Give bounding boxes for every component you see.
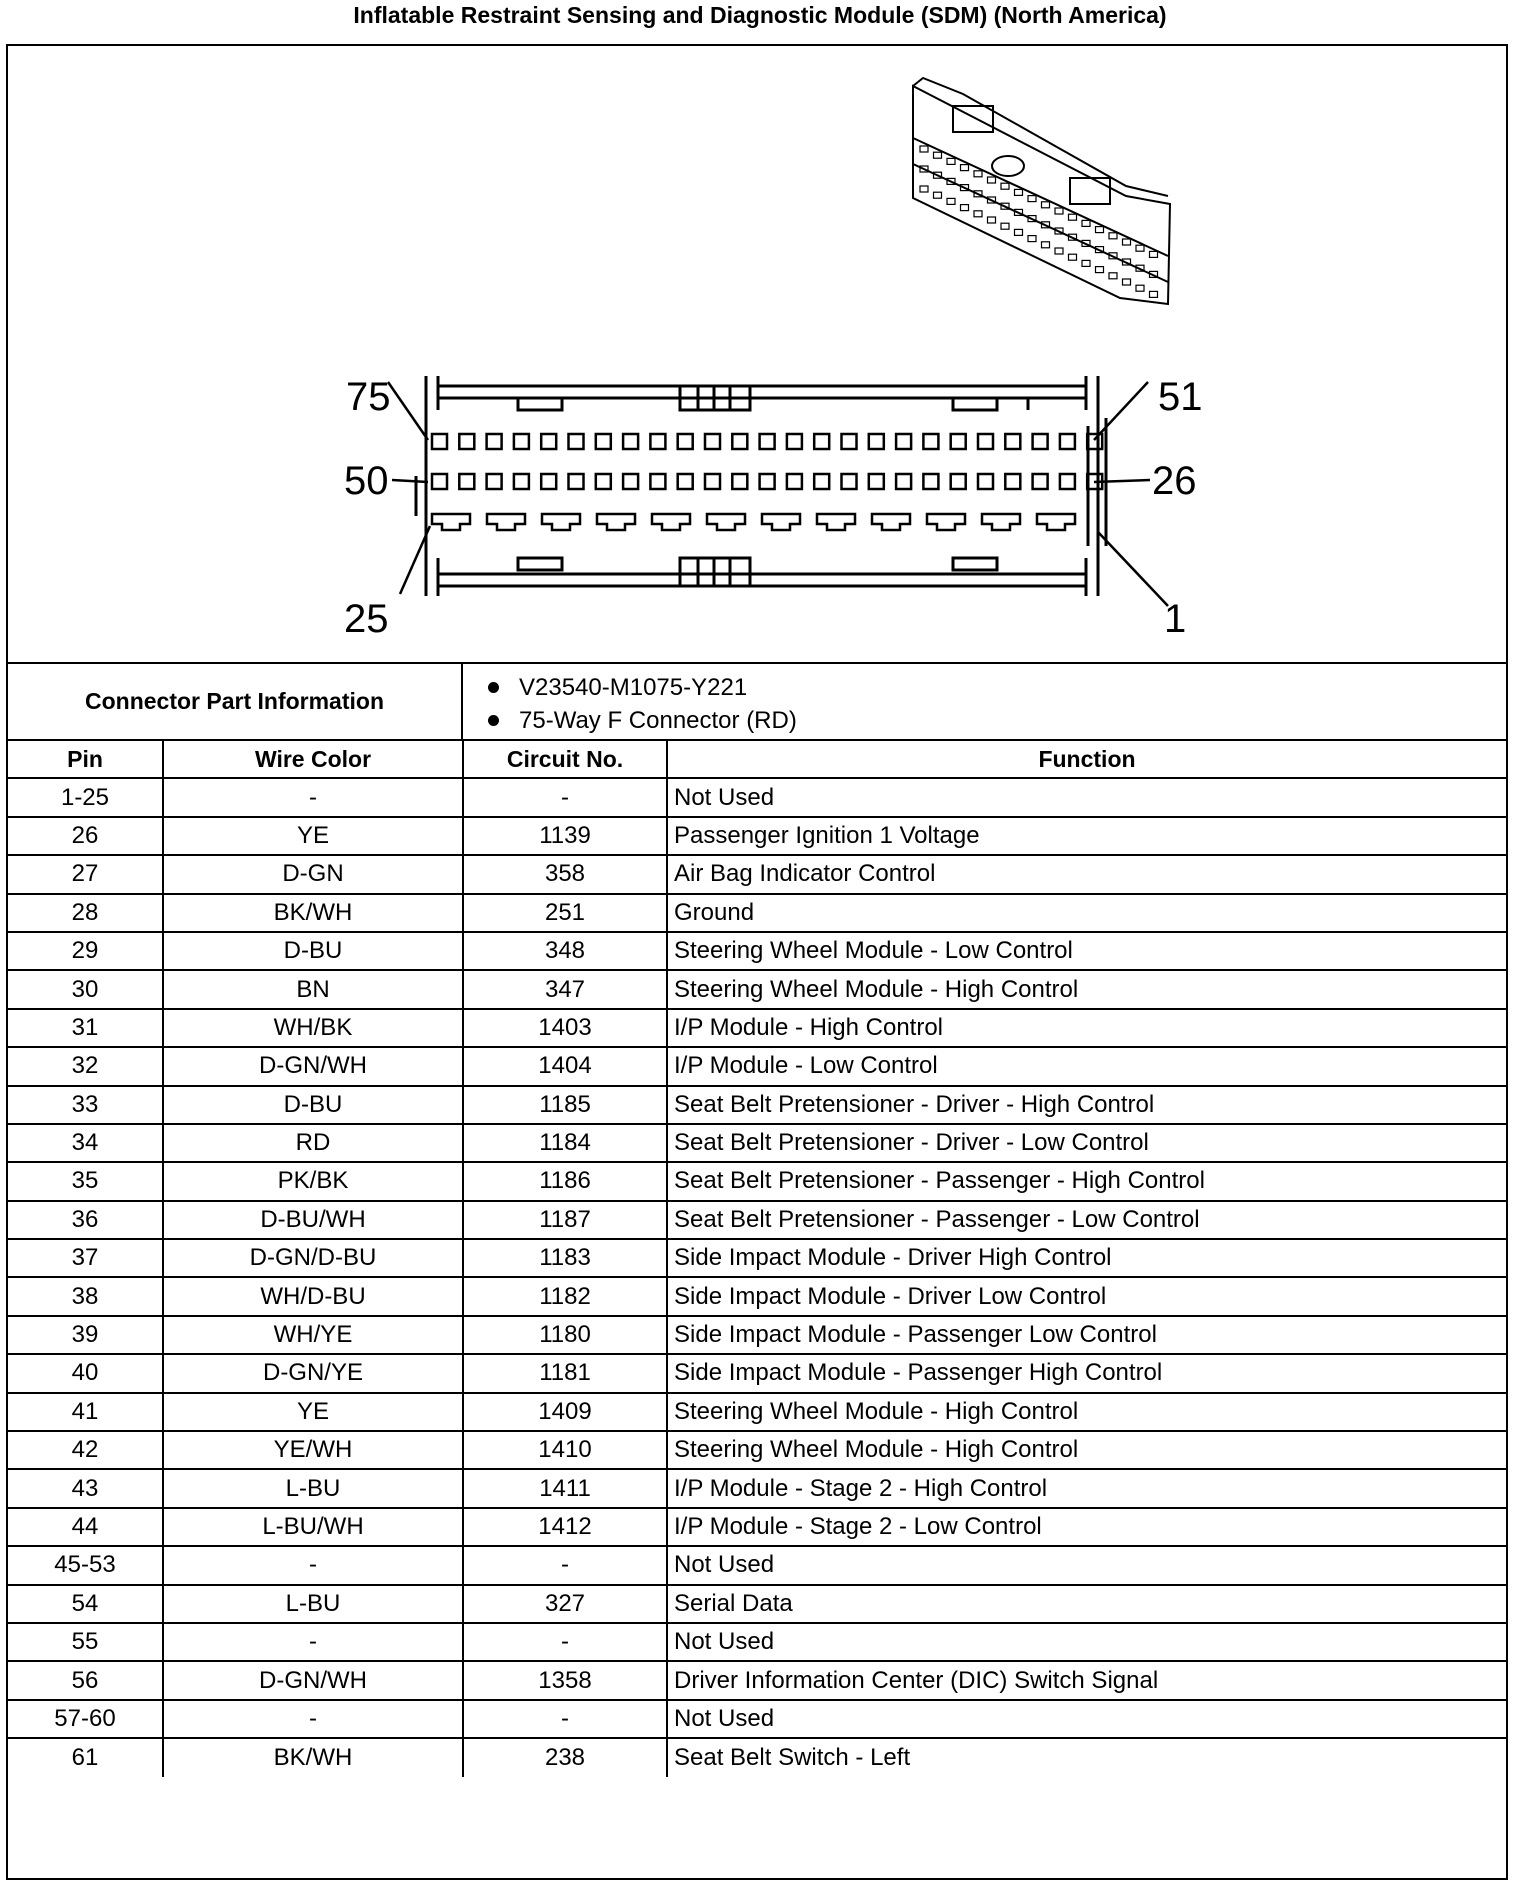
table-row xyxy=(8,1009,1506,1047)
iso-pin-cavity xyxy=(934,192,942,198)
table-row xyxy=(8,1162,1506,1200)
function-cell: Air Bag Indicator Control xyxy=(667,855,1506,893)
pin-cavity xyxy=(623,434,638,449)
function-cell: Not Used xyxy=(667,778,1506,816)
terminal-cavity xyxy=(652,514,690,530)
pin-cell: 39 xyxy=(8,1316,163,1354)
iso-pin-cavity xyxy=(1096,227,1104,233)
table-header-row xyxy=(8,740,1506,778)
pin-cavity xyxy=(842,434,857,449)
circuit-cell: - xyxy=(463,778,667,816)
function-cell: Steering Wheel Module - Low Control xyxy=(667,932,1506,970)
pin-cavity xyxy=(569,474,584,489)
circuit-cell: 327 xyxy=(463,1585,667,1623)
pin-cell: 45-53 xyxy=(8,1546,163,1584)
function-cell: Passenger Ignition 1 Voltage xyxy=(667,817,1506,855)
function-cell: Driver Information Center (DIC) Switch Signal xyxy=(667,1661,1506,1699)
pin-cell: 26 xyxy=(8,817,163,855)
table-row xyxy=(8,970,1506,1008)
function-cell: I/P Module - Low Control xyxy=(667,1047,1506,1085)
pin-cell: 37 xyxy=(8,1239,163,1277)
pin-cavity xyxy=(705,434,720,449)
pinout-table xyxy=(8,739,1506,1777)
pin-cavity xyxy=(978,474,993,489)
wire-color-cell: L-BU/WH xyxy=(163,1508,463,1546)
terminal-cavity xyxy=(762,514,800,530)
table-row xyxy=(8,1047,1506,1085)
function-cell: Ground xyxy=(667,894,1506,932)
pin-cell: 57-60 xyxy=(8,1700,163,1738)
connector-face xyxy=(416,376,1106,596)
pin-cavity xyxy=(678,434,693,449)
wire-color-cell: BK/WH xyxy=(163,1738,463,1776)
circuit-cell: 347 xyxy=(463,970,667,1008)
wire-color-cell: L-BU xyxy=(163,1585,463,1623)
pin-cell: 28 xyxy=(8,894,163,932)
wire-color-cell: D-GN/WH xyxy=(163,1661,463,1699)
part-number: V23540-M1075-Y221 xyxy=(519,674,748,701)
iso-pin-cavity xyxy=(1042,202,1050,208)
bullet-icon xyxy=(488,682,499,693)
wire-color-cell: - xyxy=(163,778,463,816)
circuit-cell: 238 xyxy=(463,1738,667,1776)
table-row xyxy=(8,1201,1506,1239)
pin-cavity xyxy=(569,434,584,449)
pin-cavity xyxy=(432,474,447,489)
function-cell: Not Used xyxy=(667,1546,1506,1584)
terminal-cavity xyxy=(1037,514,1075,530)
iso-pin-cavity xyxy=(1109,273,1117,279)
header-function: Function xyxy=(667,740,1506,778)
table-row xyxy=(8,1469,1506,1507)
circuit-cell: - xyxy=(463,1546,667,1584)
pin-cavity xyxy=(705,474,720,489)
pin-cavity xyxy=(869,474,884,489)
pin-cavity xyxy=(732,474,747,489)
pin-cavity xyxy=(869,434,884,449)
iso-pin-cavity xyxy=(1069,254,1077,260)
iso-pin-cavity xyxy=(988,217,996,223)
wire-color-cell: PK/BK xyxy=(163,1162,463,1200)
part-info-item xyxy=(488,671,797,704)
function-cell: I/P Module - Stage 2 - Low Control xyxy=(667,1508,1506,1546)
pin-cavity xyxy=(1060,474,1075,489)
function-cell: Steering Wheel Module - High Control xyxy=(667,1393,1506,1431)
connector-diagram xyxy=(8,46,1506,662)
pin-cavity xyxy=(432,434,447,449)
header-pin: Pin xyxy=(8,740,163,778)
circuit-cell: 1410 xyxy=(463,1431,667,1469)
pin-cell: 1-25 xyxy=(8,778,163,816)
wire-color-cell: D-GN/YE xyxy=(163,1354,463,1392)
bullet-icon xyxy=(488,715,499,726)
wire-color-cell: D-GN/WH xyxy=(163,1047,463,1085)
pin-cell: 42 xyxy=(8,1431,163,1469)
table-row xyxy=(8,1738,1506,1776)
pin-cell: 61 xyxy=(8,1738,163,1776)
iso-pin-cavity xyxy=(1001,223,1009,229)
document-frame xyxy=(6,44,1508,1880)
terminal-cavity xyxy=(982,514,1020,530)
pin-cavity xyxy=(923,474,938,489)
table-row xyxy=(8,1508,1506,1546)
iso-pin-cavity xyxy=(961,205,969,211)
pin-cavity xyxy=(459,474,474,489)
wire-color-cell: BN xyxy=(163,970,463,1008)
circuit-cell: 1403 xyxy=(463,1009,667,1047)
pin-cavity xyxy=(650,434,665,449)
pin-cell: 44 xyxy=(8,1508,163,1546)
iso-pin-cavity xyxy=(1042,242,1050,248)
pin-cavity xyxy=(650,474,665,489)
function-cell: Seat Belt Pretensioner - Passenger - Low Control xyxy=(667,1201,1506,1239)
iso-pin-cavity xyxy=(920,186,928,192)
circuit-cell: 1358 xyxy=(463,1661,667,1699)
table-row xyxy=(8,1124,1506,1162)
wire-color-cell: YE/WH xyxy=(163,1431,463,1469)
pin-cavity xyxy=(596,474,611,489)
pin-cell: 36 xyxy=(8,1201,163,1239)
pin-cavity xyxy=(487,434,502,449)
table-row xyxy=(8,1393,1506,1431)
pin-cavity xyxy=(978,434,993,449)
iso-pin-cavity xyxy=(1015,229,1023,235)
wire-color-cell: D-BU xyxy=(163,932,463,970)
iso-pin-cavity xyxy=(1109,233,1117,239)
pin-cavity xyxy=(732,434,747,449)
pin-cell: 31 xyxy=(8,1009,163,1047)
wire-color-cell: - xyxy=(163,1546,463,1584)
function-cell: Seat Belt Pretensioner - Driver - Low Control xyxy=(667,1124,1506,1162)
wire-color-cell: YE xyxy=(163,1393,463,1431)
function-cell: Not Used xyxy=(667,1700,1506,1738)
pin-cavity xyxy=(923,434,938,449)
wire-color-cell: - xyxy=(163,1623,463,1661)
pin-cavity xyxy=(459,434,474,449)
table-row xyxy=(8,1277,1506,1315)
circuit-cell: - xyxy=(463,1700,667,1738)
circuit-cell: 1412 xyxy=(463,1508,667,1546)
pin-cell: 33 xyxy=(8,1086,163,1124)
function-cell: Serial Data xyxy=(667,1585,1506,1623)
terminal-cavity xyxy=(817,514,855,530)
pin-cavity xyxy=(951,434,966,449)
circuit-cell: 1404 xyxy=(463,1047,667,1085)
table-row xyxy=(8,817,1506,855)
pin-cell: 43 xyxy=(8,1469,163,1507)
iso-pin-cavity xyxy=(920,146,928,152)
iso-pin-cavity xyxy=(1123,279,1131,285)
iso-pin-cavity xyxy=(1015,189,1023,195)
circuit-cell: 348 xyxy=(463,932,667,970)
iso-pin-cavity xyxy=(1055,248,1063,254)
wire-color-cell: WH/BK xyxy=(163,1009,463,1047)
table-row xyxy=(8,1239,1506,1277)
iso-pin-cavity xyxy=(1082,220,1090,226)
pin-cavity xyxy=(1005,434,1020,449)
circuit-cell: 1411 xyxy=(463,1469,667,1507)
pin-cavity xyxy=(514,474,529,489)
header-circuit: Circuit No. xyxy=(463,740,667,778)
pin-cavity xyxy=(678,474,693,489)
connector-description: 75-Way F Connector (RD) xyxy=(519,707,797,734)
table-row xyxy=(8,1431,1506,1469)
table-row xyxy=(8,778,1506,816)
wire-color-cell: D-BU xyxy=(163,1086,463,1124)
pin-cell: 40 xyxy=(8,1354,163,1392)
pin-cell: 55 xyxy=(8,1623,163,1661)
terminal-cavity xyxy=(927,514,965,530)
function-cell: Side Impact Module - Passenger High Control xyxy=(667,1354,1506,1392)
pin-cavity xyxy=(896,434,911,449)
function-cell: Side Impact Module - Passenger Low Control xyxy=(667,1316,1506,1354)
iso-pin-cavity xyxy=(974,211,982,217)
pin-cavity xyxy=(842,474,857,489)
circuit-cell: 1180 xyxy=(463,1316,667,1354)
pin-label-50: 50 xyxy=(344,459,389,503)
pin-cavity xyxy=(541,434,556,449)
terminal-cavity xyxy=(872,514,910,530)
pin-cavity xyxy=(760,434,775,449)
pin-cavity xyxy=(514,434,529,449)
circuit-cell: 1139 xyxy=(463,817,667,855)
table-row xyxy=(8,1546,1506,1584)
table-row xyxy=(8,1585,1506,1623)
pin-cell: 56 xyxy=(8,1661,163,1699)
wire-color-cell: D-GN/D-BU xyxy=(163,1239,463,1277)
circuit-cell: 251 xyxy=(463,894,667,932)
table-row xyxy=(8,855,1506,893)
pin-cavity xyxy=(951,474,966,489)
wire-color-cell: RD xyxy=(163,1124,463,1162)
pin-cavity xyxy=(596,434,611,449)
wire-color-cell: YE xyxy=(163,817,463,855)
iso-pin-cavity xyxy=(1150,291,1158,297)
iso-pin-cavity xyxy=(961,165,969,171)
function-cell: Seat Belt Switch - Left xyxy=(667,1738,1506,1776)
function-cell: Steering Wheel Module - High Control xyxy=(667,970,1506,1008)
pin-leader-lines xyxy=(388,382,1168,606)
circuit-cell: 1187 xyxy=(463,1201,667,1239)
circuit-cell: 1181 xyxy=(463,1354,667,1392)
iso-pin-cavity xyxy=(1136,285,1144,291)
circuit-cell: 1409 xyxy=(463,1393,667,1431)
part-info-label: Connector Part Information xyxy=(8,664,463,739)
function-cell: Steering Wheel Module - High Control xyxy=(667,1431,1506,1469)
circuit-cell: 1183 xyxy=(463,1239,667,1277)
terminal-cavity xyxy=(432,514,470,530)
circuit-cell: 1185 xyxy=(463,1086,667,1124)
function-cell: Not Used xyxy=(667,1623,1506,1661)
pin-label-1: 1 xyxy=(1164,597,1187,641)
pin-cell: 30 xyxy=(8,970,163,1008)
table-row xyxy=(8,1623,1506,1661)
function-cell: I/P Module - Stage 2 - High Control xyxy=(667,1469,1506,1507)
wire-color-cell: BK/WH xyxy=(163,894,463,932)
part-info-item xyxy=(488,704,797,737)
pin-cavity xyxy=(896,474,911,489)
terminal-cavity xyxy=(542,514,580,530)
pin-cavity xyxy=(814,474,829,489)
wire-color-cell: L-BU xyxy=(163,1469,463,1507)
wire-color-cell: - xyxy=(163,1700,463,1738)
function-cell: I/P Module - High Control xyxy=(667,1009,1506,1047)
pin-cavity xyxy=(814,434,829,449)
iso-pin-cavity xyxy=(988,177,996,183)
iso-pin-cavity xyxy=(974,171,982,177)
table-row xyxy=(8,1316,1506,1354)
pin-label-25: 25 xyxy=(344,597,389,641)
wire-color-cell: D-BU/WH xyxy=(163,1201,463,1239)
pin-cavity xyxy=(541,474,556,489)
circuit-cell: - xyxy=(463,1623,667,1661)
iso-pin-cavity xyxy=(1028,196,1036,202)
connector-part-information xyxy=(8,662,1506,739)
iso-pin-cavity xyxy=(1069,214,1077,220)
header-wire-color: Wire Color xyxy=(163,740,463,778)
iso-pin-cavity xyxy=(1001,183,1009,189)
circuit-cell: 1186 xyxy=(463,1162,667,1200)
circuit-cell: 1182 xyxy=(463,1277,667,1315)
iso-pin-cavity xyxy=(934,152,942,158)
pin-label-75: 75 xyxy=(346,375,391,419)
pin-cavity xyxy=(787,474,802,489)
function-cell: Side Impact Module - Driver Low Control xyxy=(667,1277,1506,1315)
iso-pin-cavity xyxy=(1123,239,1131,245)
pin-cavity xyxy=(1005,474,1020,489)
pin-cell: 29 xyxy=(8,932,163,970)
pin-cavity xyxy=(1033,474,1048,489)
iso-pin-cavity xyxy=(1150,251,1158,257)
table-row xyxy=(8,1700,1506,1738)
pin-cell: 38 xyxy=(8,1277,163,1315)
iso-pin-cavity xyxy=(1082,260,1090,266)
pin-label-51: 51 xyxy=(1158,375,1203,419)
pin-cell: 27 xyxy=(8,855,163,893)
pin-cavity xyxy=(1060,434,1075,449)
table-row xyxy=(8,1661,1506,1699)
wire-color-cell: WH/YE xyxy=(163,1316,463,1354)
iso-pin-cavity xyxy=(947,198,955,204)
function-cell: Seat Belt Pretensioner - Driver - High Control xyxy=(667,1086,1506,1124)
iso-pin-cavity xyxy=(1028,236,1036,242)
pin-cavity xyxy=(787,434,802,449)
wire-color-cell: WH/D-BU xyxy=(163,1277,463,1315)
terminal-cavity xyxy=(487,514,525,530)
table-row xyxy=(8,894,1506,932)
function-cell: Side Impact Module - Driver High Control xyxy=(667,1239,1506,1277)
connector-face-drawing xyxy=(8,46,1506,662)
pin-cell: 54 xyxy=(8,1585,163,1623)
iso-pin-cavity xyxy=(1055,208,1063,214)
pin-cavity xyxy=(1033,434,1048,449)
pin-cavity xyxy=(487,474,502,489)
wire-color-cell: D-GN xyxy=(163,855,463,893)
pin-cavity xyxy=(760,474,775,489)
table-row xyxy=(8,1086,1506,1124)
pin-cavity xyxy=(623,474,638,489)
circuit-cell: 358 xyxy=(463,855,667,893)
circuit-cell: 1184 xyxy=(463,1124,667,1162)
table-row xyxy=(8,1354,1506,1392)
page-title: Inflatable Restraint Sensing and Diagnostic Module (SDM) (North America) xyxy=(353,2,1167,28)
terminal-cavity xyxy=(597,514,635,530)
iso-pin-cavity xyxy=(1096,267,1104,273)
table-row xyxy=(8,932,1506,970)
pin-cell: 34 xyxy=(8,1124,163,1162)
function-cell: Seat Belt Pretensioner - Passenger - High Control xyxy=(667,1162,1506,1200)
terminal-cavity xyxy=(707,514,745,530)
pin-cell: 32 xyxy=(8,1047,163,1085)
pin-cell: 35 xyxy=(8,1162,163,1200)
pin-cell: 41 xyxy=(8,1393,163,1431)
pin-label-26: 26 xyxy=(1152,459,1197,503)
iso-pin-cavity xyxy=(1136,245,1144,251)
iso-pin-cavity xyxy=(947,158,955,164)
connector-3d-illustration xyxy=(913,78,1170,304)
part-info-list xyxy=(488,671,797,737)
